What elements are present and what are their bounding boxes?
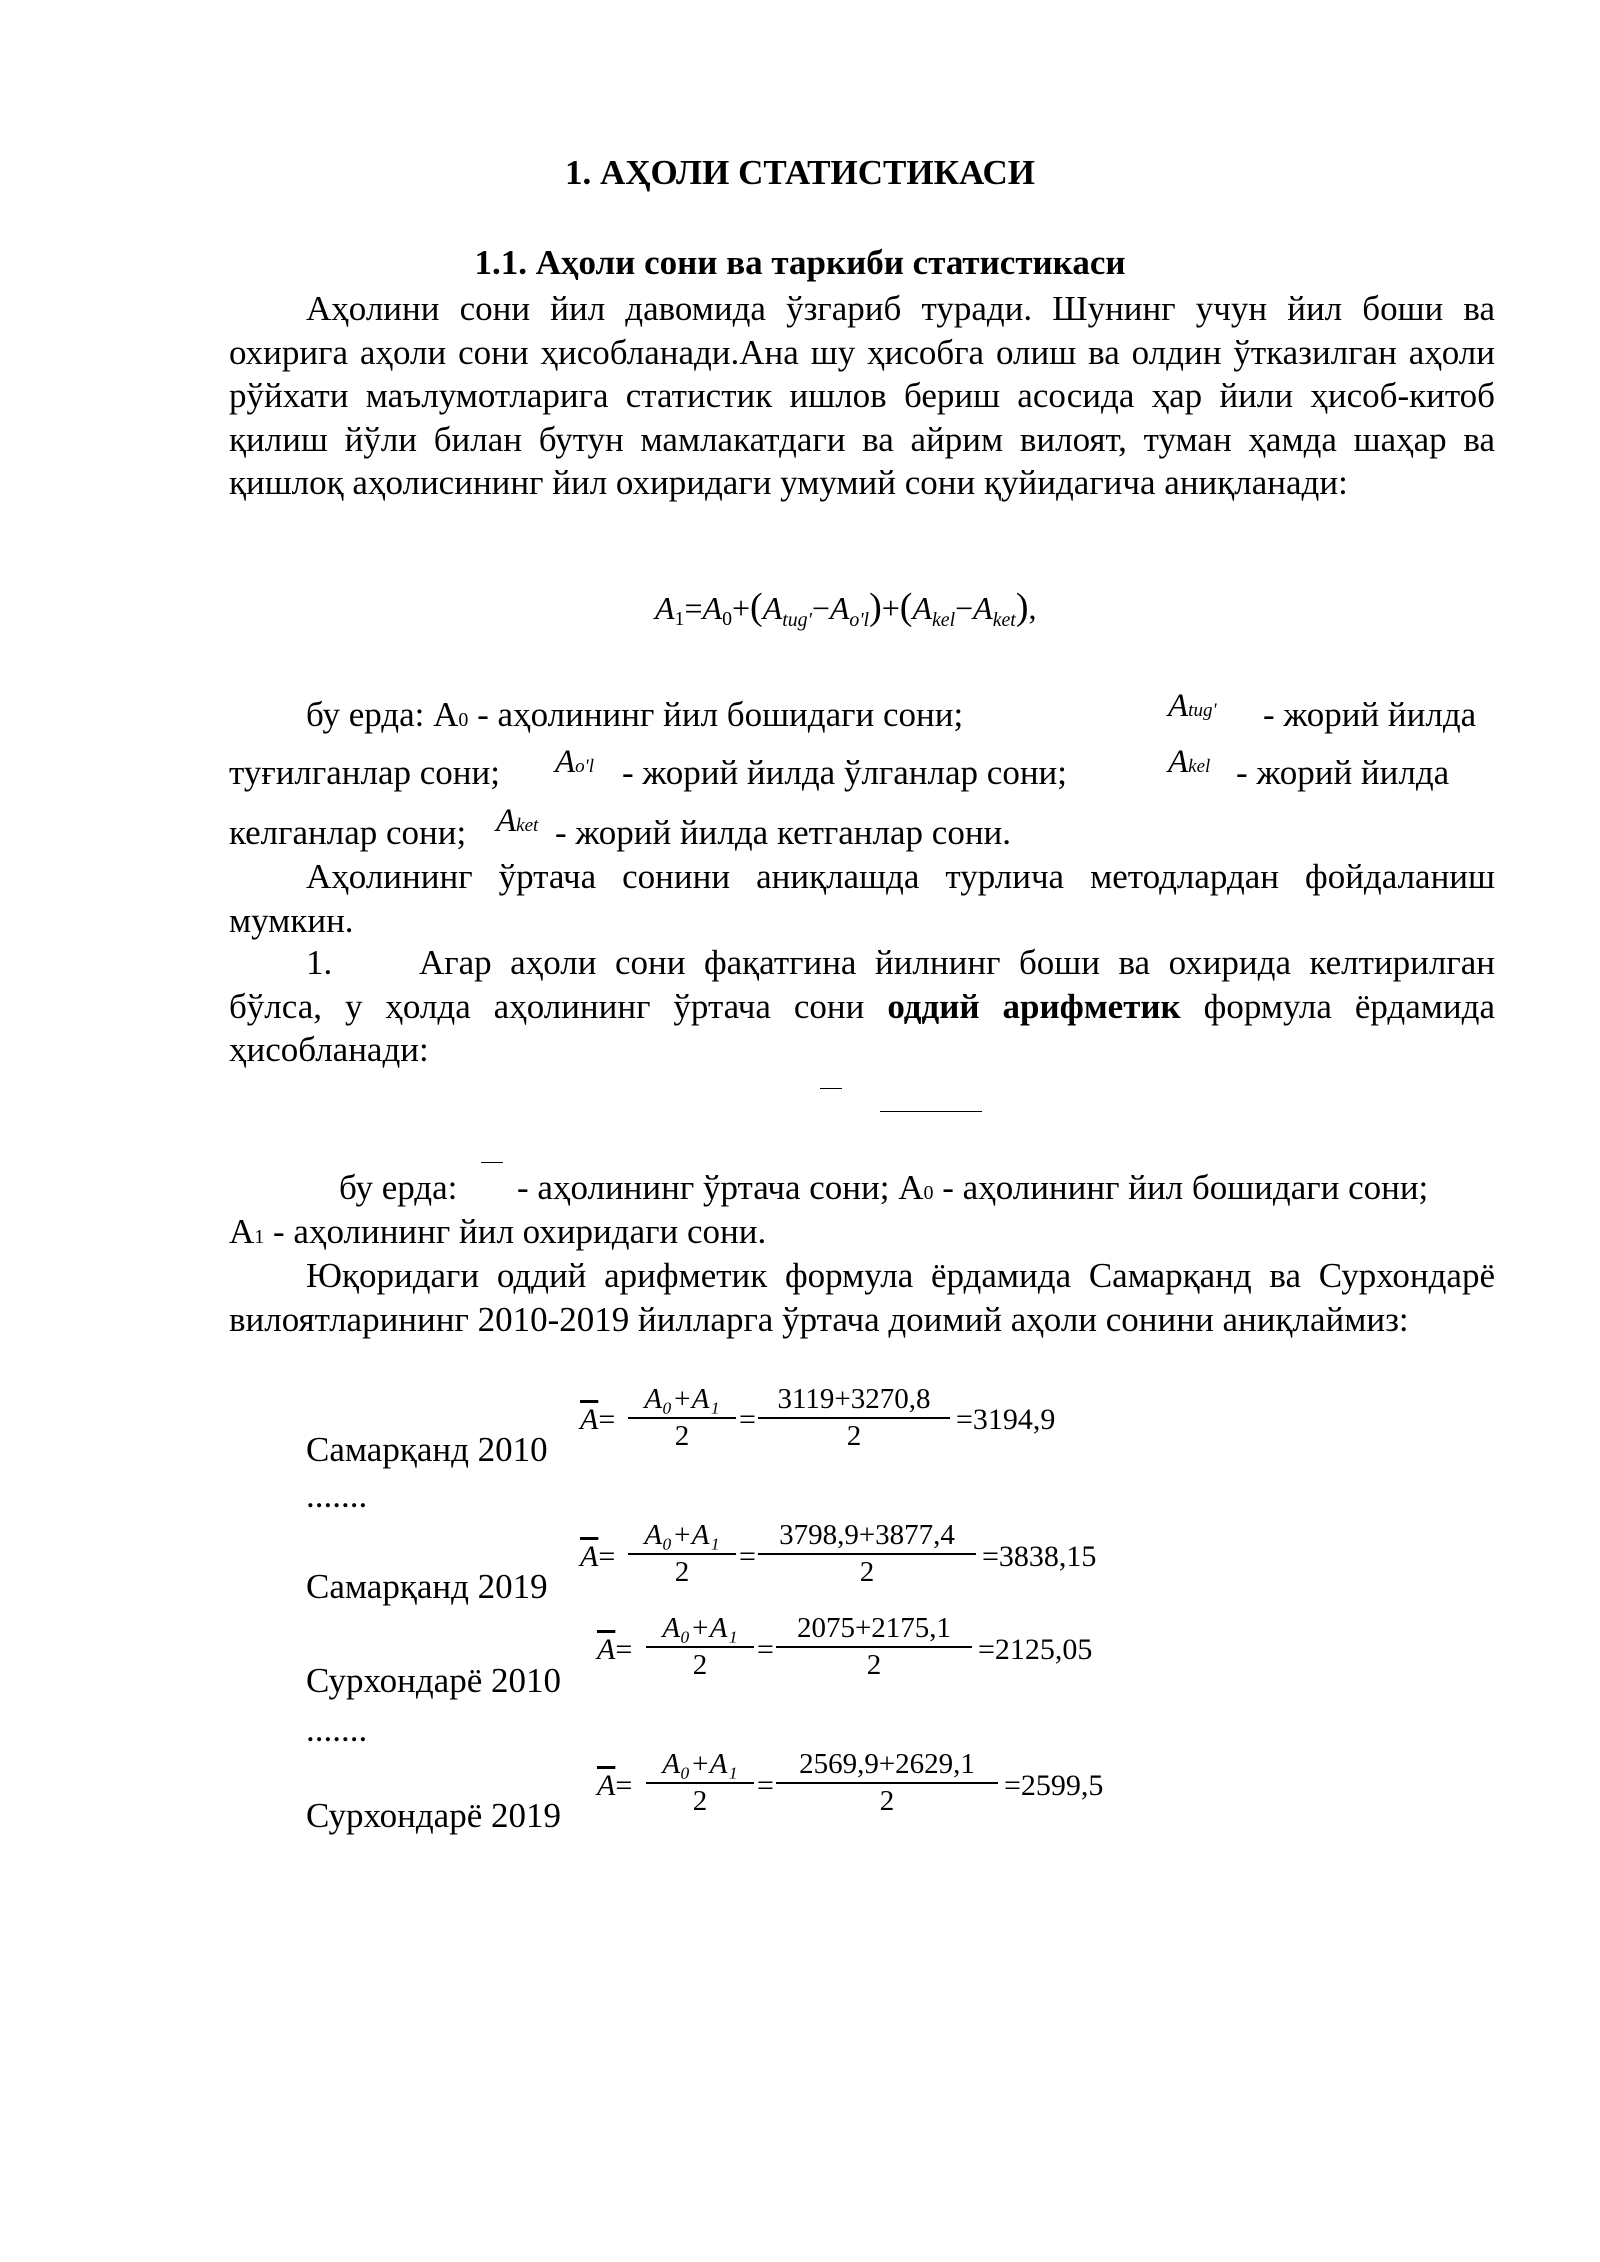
- calc-equals: =: [739, 1403, 756, 1436]
- section-title: 1.1. Аҳоли сони ва таркиби статистикаси: [474, 243, 1126, 282]
- formula-placeholder-bar: [481, 1162, 503, 1163]
- where-subscript: 0: [923, 1182, 934, 1204]
- list-item-text: формула ёрдамида ҳисобланади:: [229, 986, 1495, 1069]
- fraction-numerator: A₀+A₁: [646, 1612, 754, 1648]
- calc-numeric-fraction: [776, 1748, 998, 1818]
- list-item-bold: оддий арифметик: [887, 986, 1181, 1026]
- formula-symbol: A: [655, 590, 675, 626]
- formula-symbol: A: [762, 590, 783, 626]
- formula-paren: ): [869, 586, 882, 628]
- list-item-text: Агар аҳоли сони фақатгина йилнинг боши ва охирида келтирилган бўлса, у ҳолда аҳолининг ўртача сони: [229, 943, 1495, 1026]
- where2-line-2: [229, 1212, 766, 1252]
- paragraph-methods: Аҳолининг ўртача сонини аниқлашда турлича методлардан фойдаланиш мумкин.: [229, 857, 1495, 940]
- formula-operator: ,: [1028, 590, 1037, 626]
- formula-subscript: tug': [782, 608, 812, 631]
- fraction-denominator: 2: [859, 1556, 875, 1588]
- where-text-born: туғилганлар сони;: [229, 753, 500, 792]
- inline-symbol: A: [496, 803, 517, 839]
- fraction-denominator: 2: [674, 1556, 690, 1588]
- list-item-number: 1.: [306, 943, 333, 982]
- calc-mean-symbol: $\overline{A}$: [580, 1540, 599, 1573]
- fraction-numerator: 2569,9+2629,1: [776, 1748, 998, 1784]
- formula-paren: ): [1015, 586, 1029, 628]
- paragraph-intro: Аҳолини сони йил давомида ўзгариб туради. Шунинг учун йил боши ва охирига аҳоли сони ҳисобланади.Ана шу ҳисобга олиш ва олдин ўтказилган аҳоли рўйхати маълумотларига статистик ишлов бериш асосида ҳар йили ҳисоб-китоб қилиш йўли билан бутун мамлакатдаги ва айрим вилоят, туман ҳамда шаҳар ва қишлоқ аҳолисининг йил охиридаги умумий сони қуйидагича аниқланади:: [229, 289, 1495, 502]
- calc-symbolic-fraction: [628, 1383, 736, 1453]
- fraction-denominator: 2: [846, 1420, 862, 1452]
- formula-symbol: A: [973, 590, 993, 626]
- fraction-numerator: A₀+A₁: [646, 1748, 754, 1784]
- formula-placeholder-bar: [820, 1088, 842, 1089]
- calc-lhs: [597, 1769, 632, 1803]
- page-title: 1. АҲОЛИ СТАТИСТИКАСИ: [565, 153, 1035, 192]
- calc-result: =2125,05: [978, 1633, 1093, 1666]
- calc-symbolic-fraction: [646, 1748, 754, 1818]
- where-text-left: - жорий йилда кетганлар сони.: [555, 813, 1012, 852]
- fraction-numerator: 3798,9+3877,4: [758, 1519, 976, 1555]
- fraction-numerator: A₀+A₁: [628, 1383, 736, 1419]
- formula-subscript: kel: [931, 608, 956, 631]
- fraction-denominator: 2: [866, 1649, 882, 1681]
- formula-paren: (: [899, 586, 913, 628]
- calc-equals: =: [615, 1769, 633, 1802]
- calc-symbolic-fraction: [646, 1612, 754, 1682]
- calc-label: Сурхондарё 2010: [306, 1661, 561, 1700]
- formula-subscript: ket: [992, 608, 1016, 631]
- calc-equals: =: [757, 1633, 774, 1666]
- calc-mean-symbol: $\overline{A}$: [580, 1403, 599, 1436]
- calc-lhs: [597, 1633, 632, 1667]
- calc-lhs: [580, 1403, 615, 1437]
- fraction-numerator: A₀+A₁: [628, 1519, 736, 1555]
- formula-operator: =: [684, 590, 703, 626]
- calc-equals: =: [615, 1633, 633, 1666]
- where-text: А: [229, 1212, 255, 1251]
- calc-equals: =: [757, 1769, 774, 1802]
- ellipsis: .......: [306, 1710, 368, 1749]
- calc-numeric-fraction: [776, 1612, 972, 1682]
- where-line-1: [306, 695, 963, 735]
- fraction-denominator: 2: [879, 1785, 895, 1817]
- formula-operator: −: [955, 590, 974, 626]
- where-text: - аҳолининг йил охиридаги сони.: [264, 1212, 767, 1251]
- where-text: - аҳолининг ўртача сони; А: [517, 1168, 924, 1207]
- inline-symbol: A: [555, 744, 576, 780]
- calc-symbolic-fraction: [628, 1519, 736, 1589]
- inline-symbol-kel: [1168, 741, 1210, 781]
- formula-subscript: 1: [674, 607, 685, 630]
- calc-label: Самарқанд 2019: [306, 1567, 548, 1606]
- formula-subscript: o'l: [849, 608, 870, 631]
- calc-equals: =: [598, 1403, 616, 1436]
- calc-label: Самарқанд 2010: [306, 1430, 548, 1469]
- fraction-numerator: 2075+2175,1: [776, 1612, 972, 1648]
- calc-result: =2599,5: [1004, 1769, 1104, 1802]
- where-subscript: 0: [458, 709, 469, 731]
- where-text-arrived: - жорий йилда: [1236, 753, 1450, 792]
- formula-population-balance: [655, 585, 1036, 632]
- calc-mean-symbol: $\overline{A}$: [597, 1633, 616, 1666]
- where-text-came: келганлар сони;: [229, 813, 467, 852]
- formula-placeholder-line: [880, 1111, 982, 1112]
- ellipsis: .......: [306, 1476, 368, 1515]
- calc-label: Сурхондарё 2019: [306, 1796, 561, 1835]
- calc-equals: =: [739, 1540, 756, 1573]
- inline-subscript: o'l: [575, 756, 595, 777]
- where-subscript: 1: [254, 1226, 265, 1248]
- inline-symbol-tug: [1168, 685, 1217, 725]
- where-text-tug: - жорий йилда: [1263, 695, 1477, 734]
- inline-subscript: kel: [1188, 756, 1211, 777]
- paragraph-application: Юқоридаги оддий арифметик формула ёрдамида Самарқанд ва Сурхондарё вилоятларининг 2010-2019 йилларга ўртача доимий аҳоли сонини аниқлаймиз:: [229, 1256, 1495, 1339]
- calc-equals: =: [598, 1540, 616, 1573]
- where-text-died: - жорий йилда ўлганлар сони;: [622, 753, 1068, 792]
- where-text: - аҳолининг йил бошидаги сони;: [933, 1168, 1429, 1207]
- formula-symbol: A: [702, 590, 723, 626]
- calc-result: =3838,15: [982, 1540, 1097, 1573]
- fraction-denominator: 2: [692, 1785, 708, 1817]
- calc-mean-symbol: $\overline{A}$: [597, 1769, 616, 1802]
- inline-symbol-ol: [555, 741, 594, 781]
- formula-symbol: A: [829, 590, 850, 626]
- formula-subscript: 0: [722, 607, 732, 630]
- inline-symbol: A: [1168, 744, 1189, 780]
- where2-line-1: [517, 1168, 1428, 1208]
- where2-label: бу ерда:: [339, 1168, 458, 1207]
- fraction-denominator: 2: [692, 1649, 708, 1681]
- fraction-denominator: 2: [674, 1420, 690, 1452]
- formula-operator: +: [881, 590, 900, 626]
- where-text: - аҳолининг йил бошидаги сони;: [468, 695, 964, 734]
- formula-operator: −: [811, 590, 830, 626]
- fraction-numerator: 3119+3270,8: [758, 1383, 950, 1419]
- formula-symbol: A: [912, 590, 932, 626]
- where-text: бу ерда: А: [306, 695, 459, 734]
- inline-subscript: ket: [516, 815, 539, 836]
- inline-symbol: A: [1168, 688, 1189, 724]
- calc-numeric-fraction: [758, 1519, 976, 1589]
- list-item-1: [229, 941, 1495, 1072]
- calc-lhs: [580, 1540, 615, 1574]
- calc-result: =3194,9: [956, 1403, 1056, 1436]
- inline-symbol-ket: [496, 800, 538, 840]
- formula-paren: (: [750, 586, 763, 628]
- calc-numeric-fraction: [758, 1383, 950, 1453]
- formula-operator: +: [731, 590, 751, 626]
- inline-subscript: tug': [1188, 700, 1217, 721]
